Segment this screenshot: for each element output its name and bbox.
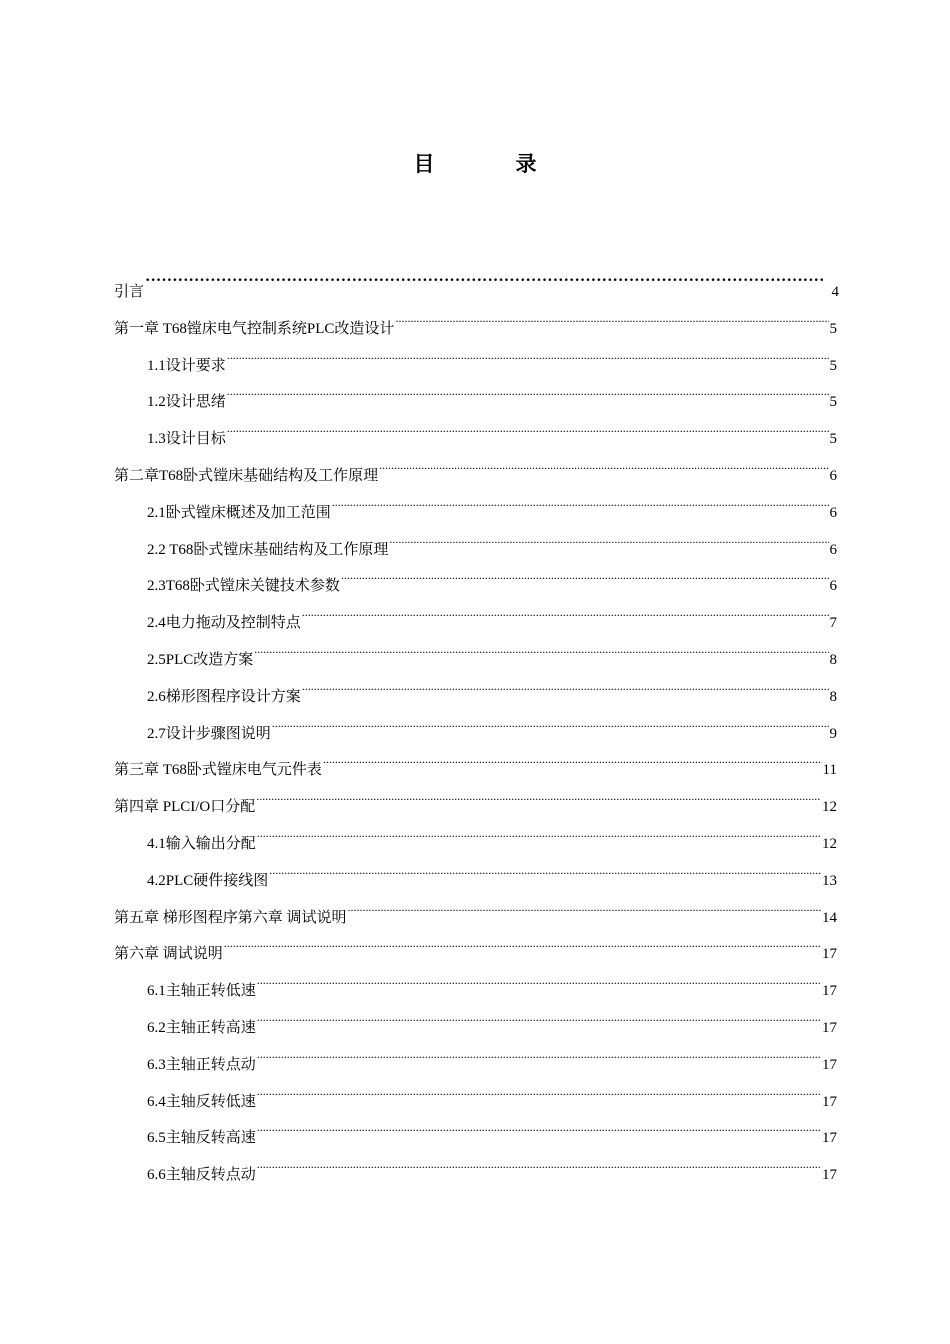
toc-leader-dots	[256, 775, 821, 811]
toc-entry[interactable]	[147, 1143, 837, 1184]
toc-entry[interactable]	[114, 922, 837, 963]
toc-entry[interactable]	[147, 628, 837, 668]
toc-entry[interactable]	[114, 260, 839, 300]
toc-entry-label: 6.1主轴正转低速	[147, 983, 256, 1000]
toc-entry-page-number: 17	[822, 1167, 837, 1184]
toc-entry-label: 6.6主轴反转点动	[147, 1167, 256, 1184]
toc-entry-page-number: 17	[822, 946, 837, 963]
toc-entry-label: 2.5PLC改造方案	[147, 652, 254, 668]
toc-leader-dots	[257, 812, 821, 848]
toc-entry-page-number: 12	[822, 836, 837, 852]
toc-entry[interactable]	[114, 886, 837, 926]
toc-leader-dots	[379, 444, 828, 480]
toc-entry[interactable]	[147, 665, 837, 705]
toc-entry[interactable]	[147, 959, 837, 1000]
toc-entry-page-number: 11	[822, 762, 837, 779]
toc-entry-label: 2.3T68卧式镗床关键技术参数	[147, 578, 340, 595]
toc-entry-label: 第六章 调试说明	[114, 946, 223, 963]
toc-entry-page-number: 8	[829, 652, 837, 668]
toc-entry-label: 4.2PLC硬件接线图	[147, 872, 269, 889]
toc-entry-page-number: 17	[822, 1056, 837, 1073]
toc-leader-dots	[332, 481, 829, 517]
toc-entry-page-number: 6	[829, 578, 837, 595]
toc-leader-dots	[272, 702, 829, 738]
toc-entry-label: 引言	[114, 284, 145, 300]
toc-leader-dots	[227, 407, 829, 443]
toc-entry-label: 2.6梯形图程序设计方案	[147, 688, 301, 705]
toc-leader-dots	[145, 260, 822, 296]
toc-entry-page-number: 7	[829, 615, 837, 632]
toc-entry-label: 1.1设计要求	[147, 357, 226, 374]
toc-entry-label: 第三章 T68卧式镗床电气元件表	[114, 762, 322, 779]
toc-entry[interactable]	[114, 297, 837, 337]
toc-entry[interactable]	[114, 738, 837, 779]
toc-entry-label: 6.5主轴反转高速	[147, 1130, 256, 1147]
page-title: 目 录	[413, 152, 567, 176]
toc-entry-label: 6.3主轴正转点动	[147, 1056, 256, 1073]
toc-leader-dots	[323, 738, 822, 774]
toc-entry[interactable]	[147, 849, 837, 889]
toc-entry-label: 2.1卧式镗床概述及加工范围	[147, 504, 331, 521]
toc-entry[interactable]	[147, 554, 837, 595]
toc-entry[interactable]	[147, 1033, 837, 1073]
toc-entry-page-number: 12	[822, 799, 837, 816]
toc-entry-page-number: 5	[829, 320, 837, 337]
toc-entry-page-number: 17	[822, 983, 837, 1000]
toc-entry-label: 2.4电力拖动及控制特点	[147, 615, 301, 632]
toc-entry-page-number: 9	[829, 725, 837, 742]
toc-entry[interactable]	[147, 702, 837, 742]
toc-entry-label: 1.2设计思绪	[147, 394, 226, 411]
toc-entry[interactable]	[147, 370, 837, 411]
toc-entry[interactable]	[147, 407, 837, 448]
toc-leader-dots	[227, 370, 829, 406]
toc-entry-label: 2.7设计步骤图说明	[147, 725, 271, 742]
toc-entry[interactable]	[147, 1070, 837, 1110]
toc-entry-label: 6.4主轴反转低速	[147, 1093, 256, 1110]
toc-entry-page-number: 14	[822, 909, 837, 926]
toc-entry-page-number: 13	[822, 872, 837, 889]
toc-entry[interactable]	[147, 334, 837, 374]
toc-entry-label: 2.2 T68卧式镗床基础结构及工作原理	[147, 541, 389, 558]
toc-entry[interactable]	[147, 518, 837, 558]
toc-entry-label: 第四章 PLCI/O口分配	[114, 799, 256, 816]
toc-entry-page-number: 17	[822, 1020, 837, 1036]
toc-leader-dots	[254, 628, 828, 664]
toc-entry-page-number: 8	[829, 688, 837, 705]
toc-entry-page-number: 5	[829, 394, 837, 411]
toc-leader-dots	[224, 922, 821, 958]
toc-entry[interactable]	[114, 444, 837, 484]
toc-entry[interactable]	[147, 996, 837, 1036]
toc-leader-dots	[227, 334, 829, 370]
toc-leader-dots	[389, 518, 828, 554]
toc-entry[interactable]	[114, 775, 837, 816]
toc-leader-dots	[302, 591, 829, 627]
toc-leader-dots	[257, 1033, 821, 1069]
toc-leader-dots	[257, 959, 821, 995]
toc-entry-page-number: 4	[831, 284, 839, 300]
toc-entry[interactable]	[147, 591, 837, 632]
toc-leader-dots	[341, 554, 829, 590]
toc-leader-dots	[257, 996, 821, 1032]
toc-entry-page-number: 17	[822, 1093, 837, 1110]
toc-entry-page-number: 5	[829, 357, 837, 374]
toc-leader-dots	[302, 665, 829, 701]
toc-leader-dots	[348, 886, 821, 922]
toc-entry[interactable]	[147, 1106, 837, 1147]
toc-entry-page-number: 6	[829, 468, 837, 484]
toc-leader-dots	[269, 849, 821, 885]
toc-leader-dots	[257, 1070, 821, 1106]
toc-entry-page-number: 6	[829, 504, 837, 521]
toc-leader-dots	[257, 1143, 821, 1179]
toc-entry[interactable]	[147, 481, 837, 521]
toc-entry-label: 6.2主轴正转高速	[147, 1020, 256, 1036]
toc-entry-page-number: 6	[829, 541, 837, 558]
toc-entry-label: 4.1输入输出分配	[147, 836, 256, 852]
toc-leader-dots	[257, 1106, 821, 1142]
toc-leader-dots	[395, 297, 828, 333]
toc-entry-label: 第二章T68卧式镗床基础结构及工作原理	[114, 468, 379, 484]
toc-entry-page-number: 5	[829, 431, 837, 448]
toc-entry-label: 第一章 T68镗床电气控制系统PLC改造设计	[114, 320, 395, 337]
toc-entry[interactable]	[147, 812, 837, 852]
toc-entry-label: 第五章 梯形图程序第六章 调试说明	[114, 909, 347, 926]
toc-entry-label: 1.3设计目标	[147, 431, 226, 448]
toc-entry-page-number: 17	[822, 1130, 837, 1147]
